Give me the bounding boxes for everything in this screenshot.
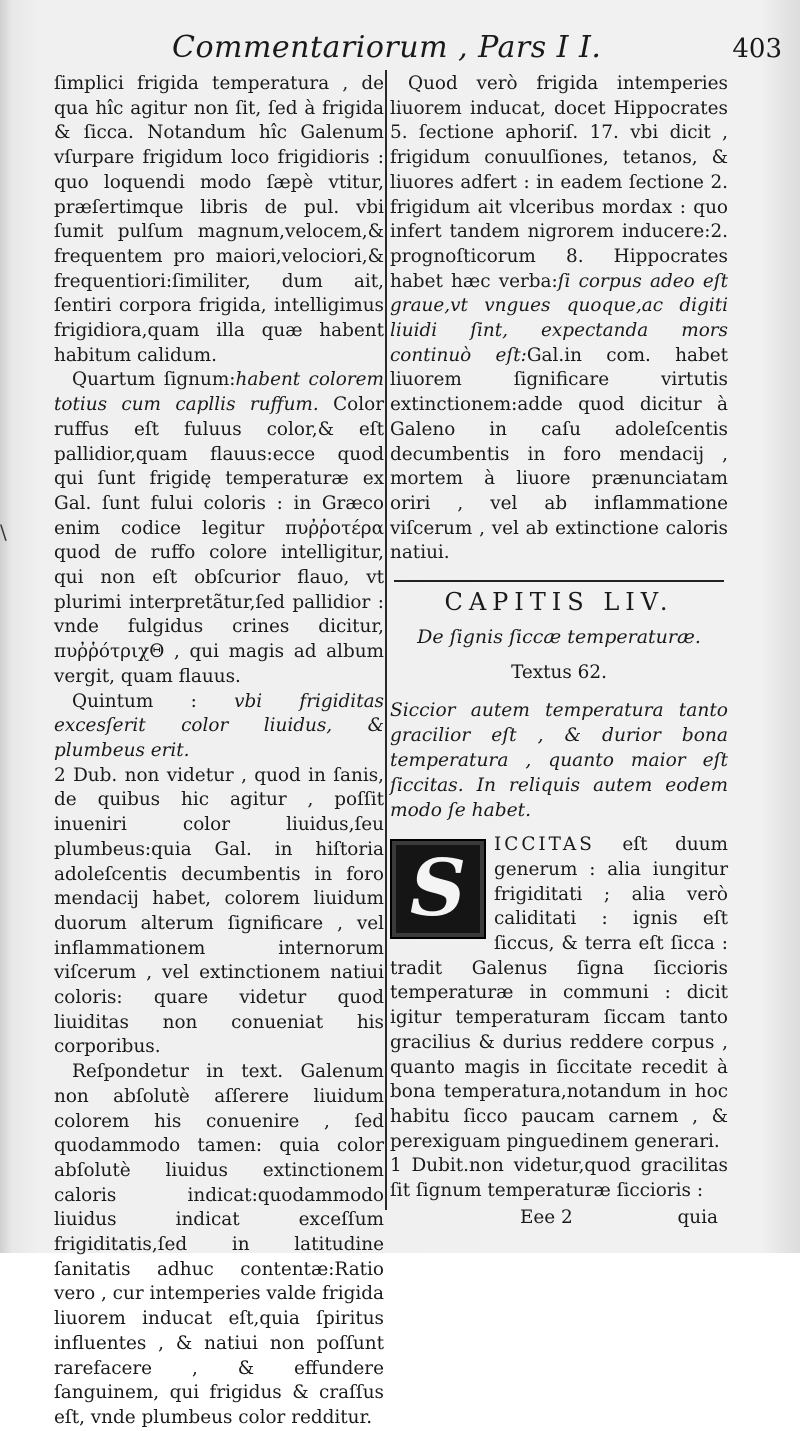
margin-mark: \: [0, 520, 7, 544]
left-paragraph-5: Reſpondetur in text. Galenum non abſolutè aſſerere liuidum colorem his conuenire , ſed quodammodo tamen: quia color abſolutè liuidus extinctionem caloris indicat:quodammodo liuidus indicat exceſſum frigiditatis,ſed in latitudine ſanitatis adhuc contentæ:Ratio vero , cur intemperies valde frigida liuorem inducat eſt,quia ſpiritus influentes , & natiui non poſſunt rarefacere , & effundere ſanguinem, qui frigidus & craſſus eſt, vnde plumbeus color redditur.: [54, 1061, 384, 1428]
running-title: Commentariorum , Pars I I.: [172, 30, 602, 65]
signature-mark: Eee 2: [520, 1206, 573, 1228]
right-p1-text-b: Gal.in com. habet liuorem ſignificare virtutis extinctionem:adde quod dicitur à Galeno in caſu adoleſcentis decumbentis in foro mendacij , mortem à liuore prænunciatam oriri , vel ab inflammatione viſcerum , vel ab extinctione caloris natiui.: [390, 344, 728, 564]
catchwords-line: [390, 1206, 728, 1231]
quartum-quote: habent colorem totius cum capllis ruffum.: [54, 369, 384, 416]
quintum-lead: Quintum :: [72, 690, 235, 712]
quintum-quote: vbi frigiditas excesſerit color liuidus, & plumbeus erit.: [54, 690, 384, 761]
page-number: 403: [732, 34, 782, 64]
chapter-title: CAPITIS LIV.: [444, 588, 674, 617]
page-header: [0, 30, 800, 76]
right-p1-text-a: Quod verò frigida intemperies liuorem inducat, docet Hippocrates 5. ſectione aphoriſ. 17. vbi dicit , frigidum conuulſiones, tetanos, & liuores adfert : in eadem ſectione 2. frigidum ait vlceribus mordax : quo infert tandem nigrorem inducere:2. prognoſticorum 8. Hippocrates habet hæc verba:: [390, 73, 728, 292]
right-p1-quote: ſi corpus adeo eſt graue,vt vngues quoque,ac digiti liuidi ſint, expectanda mors continuò eſt:: [390, 270, 728, 366]
chapter-subtitle: De ſignis ſiccæ temperaturæ.: [417, 625, 701, 648]
quartum-lead: Quartum ſignum:: [72, 369, 236, 391]
left-paragraph-2: [54, 368, 384, 689]
lemma-text: Siccior autem temperatura tanto gracilior eſt , & durior bona temperatura , quanto maior eſt ſiccitas. In reliquis autem eodem modo ſe habet.: [390, 700, 728, 822]
left-column: [54, 72, 384, 1431]
textus-label: Textus 62.: [511, 662, 607, 684]
left-paragraph-3: [54, 690, 384, 764]
commentary-block: [390, 833, 728, 1154]
chapter-rule: [394, 580, 724, 582]
commentary-body: eſt duum generum : alia iungitur frigiditati ; alia verò caliditati : ignis eſt ſiccus, & terra eſt ſicca : tradit Galenus ſigna ſiccioris temperaturæ in communi : dicit igitur temperaturam ſiccam tanto gracilius & durius reddere corpus , quanto magis in ſiccitate recedit à bona temperatura,notandum in hoc habitu ſicco paucam carnem , & perexiguam pinguedinem generari.: [390, 834, 728, 1152]
right-paragraph-1: [390, 72, 728, 566]
catchword: quia: [677, 1206, 718, 1228]
quartum-rest: Color ruffus eſt fuluus color,& eſt pallidior,quam flauus:ecce quod qui ſunt frigidę temperaturæ ex Gal. ſunt fului coloris : in Græco enim codice legitur πυῤῥοτέρα quod de ruffo colore intelligitur, qui non eſt obſcurior flauo, vt plurimi interpretãtur,ſed pallidior : vnde fulgidus crines dicitur, πυῤῥότριχΘ , qui magis ad album vergit, quam flauus.: [54, 394, 384, 687]
dubitatio-line: 1 Dubit.non videtur,quod gracilitas ſit ſignum temperaturæ ſiccioris :: [390, 1155, 728, 1202]
left-paragraph-1: ſimplici frigida temperatura , de qua hîc agitur non ſit, ſed à frigida & ſicca. Notandum hîc Galenum vſurpare frigidum loco frigidioris : quo loquendi modo ſæpè vtitur, præſertimque libris de pul. vbi ſumit pulſum magnum,velocem,& frequentem pro maiori,velociori,& frequentiori:ſimiliter, dum ait, ſentiri corpora frigida, intelligimus frigidiora,quam illa quæ habent habitum calidum.: [54, 73, 384, 366]
right-column: [390, 72, 728, 1230]
column-divider: [385, 70, 387, 1210]
decorated-initial: S: [390, 839, 486, 939]
left-paragraph-4: 2 Dub. non videtur , quod in ſanis, de quibus hic agitur , poſſit inueniri color liuidus,ſeu plumbeus:quia Gal. in hiſtoria adoleſcentis decumbentis in foro mendacij habet, colorem liuidum duorum alterum ſignificare , vel inflammationem internorum viſcerum , vel extinctionem natiui coloris: quare videtur quod liuiditas non conueniat his corporibus.: [54, 764, 384, 1058]
commentary-first-word: ICCITAS: [494, 834, 595, 856]
